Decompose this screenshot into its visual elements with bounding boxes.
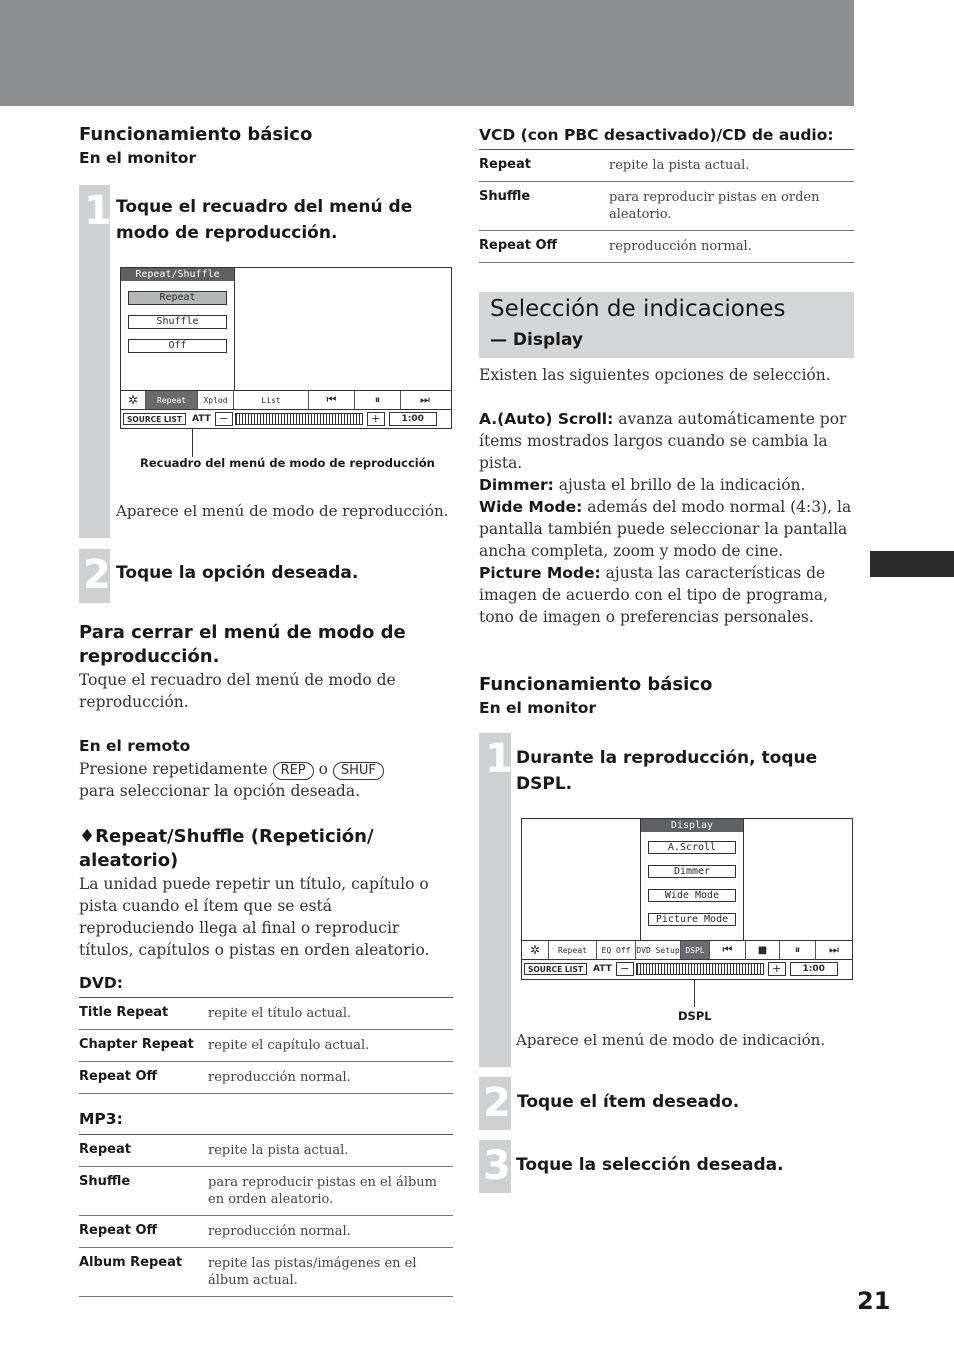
step-number: 2 bbox=[83, 552, 111, 598]
option-desc: para reproducir pistas en orden aleatorio. bbox=[605, 182, 854, 231]
menu-panel bbox=[121, 268, 235, 390]
step-number: 1 bbox=[485, 736, 513, 782]
option-desc: repite el título actual. bbox=[204, 998, 453, 1030]
stop-icon[interactable]: ■ bbox=[746, 941, 780, 959]
menu-title: Display bbox=[641, 819, 743, 832]
att-button[interactable]: ATT bbox=[191, 414, 211, 424]
dvd-label: DVD: bbox=[79, 974, 123, 992]
option-name: Repeat Off bbox=[479, 231, 605, 263]
table-row bbox=[479, 182, 854, 231]
option-name: Repeat Off bbox=[79, 1216, 204, 1248]
page-number: 21 bbox=[857, 1287, 891, 1315]
option-name: Shuffle bbox=[479, 182, 605, 231]
option-picture-mode bbox=[479, 562, 854, 628]
monitor-screen bbox=[120, 267, 452, 429]
volume-bar[interactable] bbox=[235, 413, 363, 425]
step-number: 3 bbox=[483, 1143, 511, 1189]
option-value: ajusta las características de imagen de acuerdo con el tipo de programa, tono de imagen o preferencias personales. bbox=[479, 564, 829, 626]
monitor-screen bbox=[521, 818, 853, 980]
xplod-button[interactable]: Xplod bbox=[198, 391, 234, 409]
step-title: Toque el recuadro del menú de modo de reproducción. bbox=[116, 197, 413, 243]
diamond-icon: ♦ bbox=[79, 826, 96, 847]
section-tab bbox=[870, 551, 954, 577]
toolbar bbox=[522, 940, 852, 960]
previous-icon[interactable]: ⏮ bbox=[309, 391, 355, 409]
status-bar bbox=[522, 960, 852, 978]
option-value: además del modo normal (4:3), la pantalla también puede seleccionar la pantalla ancha completa, zoom y modo de cine. bbox=[479, 498, 852, 560]
source-list-button[interactable]: SOURCE LIST bbox=[123, 413, 186, 425]
mp3-table bbox=[79, 1134, 453, 1297]
repeat-button[interactable]: Repeat bbox=[549, 941, 597, 959]
toolbar bbox=[121, 390, 451, 410]
step-title: Toque el ítem deseado. bbox=[517, 1092, 740, 1112]
banner-subtitle: — Display bbox=[490, 330, 584, 350]
menu-option-dimmer[interactable]: Dimmer bbox=[648, 865, 736, 878]
vcd-table bbox=[479, 149, 854, 263]
close-menu-text: Toque el recuadro del menú de modo de reproducción. bbox=[79, 671, 396, 711]
option-key: Dimmer: bbox=[479, 476, 554, 494]
eq-off-button[interactable]: EQ Off bbox=[597, 941, 636, 959]
rep-button: REP bbox=[273, 762, 314, 780]
remote-text-end: para seleccionar la opción deseada. bbox=[79, 782, 361, 800]
menu-option-off[interactable]: Off bbox=[128, 339, 227, 353]
menu-title: Repeat/Shuffle bbox=[121, 268, 234, 281]
option-desc: repite el capítulo actual. bbox=[204, 1030, 453, 1062]
option-name: Chapter Repeat bbox=[79, 1030, 204, 1062]
step-title: Durante la reproducción, toque DSPL. bbox=[516, 748, 818, 794]
option-dimmer bbox=[479, 474, 854, 496]
step-title: Toque la opción deseada. bbox=[116, 563, 359, 583]
step-title: Toque la selección deseada. bbox=[516, 1155, 784, 1175]
shuf-button: SHUF bbox=[333, 762, 384, 780]
section-banner bbox=[479, 292, 854, 358]
settings-icon[interactable]: ✲ bbox=[121, 391, 146, 409]
option-key: Picture Mode: bbox=[479, 564, 601, 582]
source-list-button[interactable]: SOURCE LIST bbox=[524, 963, 587, 975]
option-desc: reproducción normal. bbox=[204, 1216, 453, 1248]
vcd-label: VCD (con PBC desactivado)/CD de audio: bbox=[479, 126, 834, 144]
option-desc: para reproducir pistas en el álbum en orden aleatorio. bbox=[204, 1167, 453, 1216]
menu-option-shuffle[interactable]: Shuffle bbox=[128, 315, 227, 329]
option-name: Album Repeat bbox=[79, 1248, 204, 1297]
section-subtitle: En el monitor bbox=[479, 699, 597, 717]
option-desc: repite las pistas/imágenes en el álbum actual. bbox=[204, 1248, 453, 1297]
option-name: Repeat bbox=[479, 150, 605, 182]
list-button[interactable]: List bbox=[234, 391, 309, 409]
table-row bbox=[479, 150, 854, 182]
option-desc: reproducción normal. bbox=[204, 1062, 453, 1094]
dspl-button[interactable]: DSPL bbox=[681, 941, 710, 959]
volume-down-button[interactable]: − bbox=[215, 412, 233, 426]
table-row bbox=[79, 1216, 453, 1248]
table-row bbox=[79, 1135, 453, 1167]
repeat-shuffle-title: Repeat/Shuffle (Repetición/ aleatorio) bbox=[79, 826, 374, 871]
volume-bar[interactable] bbox=[636, 963, 764, 975]
table-row bbox=[79, 1030, 453, 1062]
menu-option-wide-mode[interactable]: Wide Mode bbox=[648, 889, 736, 902]
step-1-bar bbox=[79, 185, 110, 538]
table-row bbox=[79, 998, 453, 1030]
option-key: A.(Auto) Scroll: bbox=[479, 410, 614, 428]
menu-panel bbox=[640, 819, 744, 940]
next-icon[interactable]: ⏭ bbox=[829, 943, 839, 956]
volume-up-button[interactable]: + bbox=[768, 962, 786, 976]
option-name: Shuffle bbox=[79, 1167, 204, 1216]
step-result-text: Aparece el menú de modo de indicación. bbox=[516, 1031, 826, 1049]
att-button[interactable]: ATT bbox=[592, 964, 612, 974]
option-name: Repeat bbox=[79, 1135, 204, 1167]
step-result-text: Aparece el menú de modo de reproducción. bbox=[116, 502, 449, 520]
option-name: Title Repeat bbox=[79, 998, 204, 1030]
remote-heading: En el remoto bbox=[79, 737, 191, 755]
callout-caption: DSPL bbox=[678, 1009, 712, 1023]
section-subtitle: En el monitor bbox=[79, 149, 197, 167]
menu-option-a-scroll[interactable]: A.Scroll bbox=[648, 841, 736, 854]
remote-text bbox=[79, 758, 454, 802]
previous-icon[interactable]: ⏮ bbox=[710, 941, 746, 959]
table-row bbox=[79, 1167, 453, 1216]
step-number: 1 bbox=[84, 188, 112, 234]
table-row bbox=[79, 1248, 453, 1297]
option-value: avanza automáticamente por ítems mostrados largos cuando se cambia la pista. bbox=[479, 410, 847, 472]
banner-title: Selección de indicaciones bbox=[490, 296, 786, 322]
next-icon[interactable]: ⏭ bbox=[420, 393, 430, 406]
option-key: Wide Mode: bbox=[479, 498, 583, 516]
dvd-table bbox=[79, 997, 453, 1094]
option-desc: reproducción normal. bbox=[605, 231, 854, 263]
callout-line bbox=[694, 980, 695, 1007]
repeat-shuffle-text: La unidad puede repetir un título, capítulo o pista cuando el ítem que se está reproduciendo llega al final o reproducir títulos, capítulos o pistas en orden aleatorio. bbox=[79, 875, 430, 959]
pause-icon[interactable]: ⏸ bbox=[355, 391, 401, 409]
option-desc: repite la pista actual. bbox=[605, 150, 854, 182]
close-menu-heading: Para cerrar el menú de modo de reproducción. bbox=[79, 622, 406, 667]
display-options bbox=[479, 408, 854, 628]
step-number: 2 bbox=[483, 1080, 511, 1126]
table-row bbox=[79, 1062, 453, 1094]
section-title: Funcionamiento básico bbox=[79, 124, 313, 145]
table-row bbox=[479, 231, 854, 263]
step-2-bar bbox=[79, 549, 110, 603]
option-name: Repeat Off bbox=[79, 1062, 204, 1094]
time-display: 1:00 bbox=[389, 412, 437, 426]
time-display: 1:00 bbox=[790, 962, 838, 976]
repeat-button[interactable]: Repeat bbox=[146, 391, 198, 409]
step-3-bar bbox=[479, 1140, 511, 1193]
volume-up-button[interactable]: + bbox=[367, 412, 385, 426]
repeat-shuffle-heading bbox=[79, 825, 439, 873]
settings-icon[interactable]: ✲ bbox=[522, 941, 549, 959]
intro-text: Existen las siguientes opciones de selección. bbox=[479, 366, 831, 384]
section-title: Funcionamiento básico bbox=[479, 674, 713, 695]
menu-option-picture-mode[interactable]: Picture Mode bbox=[648, 913, 736, 926]
status-bar bbox=[121, 410, 451, 428]
menu-option-repeat[interactable]: Repeat bbox=[128, 291, 227, 305]
remote-or: o bbox=[318, 760, 328, 778]
volume-down-button[interactable]: − bbox=[616, 962, 634, 976]
mp3-label: MP3: bbox=[79, 1110, 123, 1128]
step-1-bar bbox=[479, 733, 511, 1067]
option-desc: repite la pista actual. bbox=[204, 1135, 453, 1167]
option-value: ajusta el brillo de la indicación. bbox=[553, 476, 806, 494]
dvd-setup-button[interactable]: DVD Setup bbox=[636, 941, 681, 959]
pause-icon[interactable]: ⏸ bbox=[780, 941, 816, 959]
callout-line bbox=[192, 429, 193, 457]
option-auto-scroll bbox=[479, 408, 854, 474]
header-band bbox=[0, 0, 854, 106]
callout-caption: Recuadro del menú de modo de reproducción bbox=[140, 456, 435, 470]
option-wide-mode bbox=[479, 496, 854, 562]
remote-text-start: Presione repetidamente bbox=[79, 760, 268, 778]
step-2-bar bbox=[479, 1077, 511, 1130]
